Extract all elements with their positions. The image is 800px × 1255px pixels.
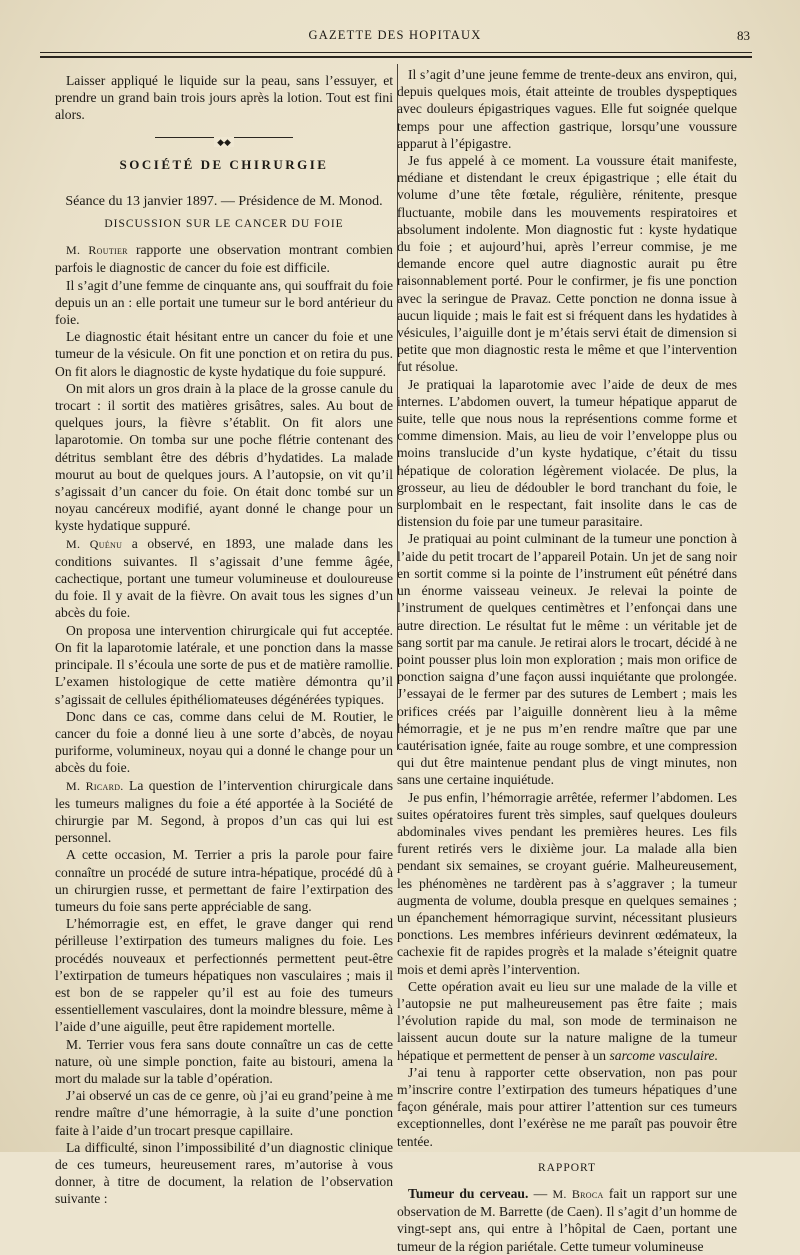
paragraph: Il s’agit d’une femme de cinquante ans, qui souffrait du foie depuis un an : elle portait une tumeur sur le bord antérieur du foie. — [55, 277, 393, 328]
speaker-name: M. Routier — [66, 243, 128, 258]
section-divider — [55, 132, 393, 147]
paragraph — [55, 241, 393, 276]
page-number: 83 — [737, 28, 750, 43]
paragraph: J’ai tenu à rapporter cette observation, non pas pour m’inscrire contre l’extirpation des tumeurs hépatiques d’une façon générale, mais pour attirer l’attention sur ces tumeurs exceptionnelles, dont l’exérèse ne me paraît pas pouvoir être tentée. — [397, 1064, 737, 1149]
paragraph: L’hémorragie est, en effet, le grave danger qui rend périlleuse l’extirpation des tumeurs malignes du foie. Les procédés nouveaux et perfectionnés permettent peut-être l’extirpation de tumeurs hépatiques non vasculaires ; mais il est bon de se rappeler qu’il est au foie des tumeurs essentiellement vasculaires, dont la moindre blessure, même à l’aide d’une aiguille, peut être rapidement mortelle. — [55, 916, 393, 1035]
paragraph: La difficulté, sinon l’impossibilité d’un diagnostic clinique de ces tumeurs, heureusement rares, m’autorise à vous donner, à titre de document, la relation de l’observation suivante : — [55, 1139, 393, 1207]
italic-term: sarcome vasculaire. — [609, 1047, 718, 1063]
dash: — — [528, 1186, 553, 1201]
paragraph-text: La question de l’intervention chirurgicale dans les tumeurs malignes du foie a été apportée à la Société de chirurgie par M. Segond, à propos d’un cas qui lui est personnel. — [55, 777, 393, 846]
session-heading: Séance du 13 janvier 1897. — Présidence de M. Monod. — [65, 193, 383, 209]
paragraph — [397, 978, 737, 1064]
paragraph-text: Cette opération avait eu lieu sur une malade de la ville et l’autopsie ne put malheureusement pas être faite ; mais l’évolution rapide du mal, son mode de terminaison ne laissent aucun doute sur la nature maligne de la tumeur hépatique et permettent de penser à un — [397, 978, 737, 1063]
speaker-name: M. Broca — [552, 1187, 604, 1201]
paragraph-text: rapporte une observation montrant combien parfois le diagnostic de cancer du foie est difficile. — [55, 242, 393, 276]
paragraph: Il s’agit d’une jeune femme de trente-deux ans environ, qui, depuis quelques mois, était atteinte de troubles dyspeptiques avec douleurs épigastriques vagues. Elle fut soignée quelque temps pour une affection gastrique, lorsqu’une voussure apparut à l’épigastre. — [397, 67, 737, 151]
paragraph-text: fait un rapport sur une observation de M. Barrette (de Caen). Il s’agit d’un homme de vingt-sept ans, qui entre à l’hôpital de Caen, portant une tumeur de la région pariétale. Cette tumeur volumineuse — [397, 1186, 737, 1254]
paragraph — [55, 535, 393, 622]
left-column — [55, 72, 393, 1208]
running-title: GAZETTE DES HOPITAUX — [308, 28, 482, 42]
header-rule-thick — [40, 56, 752, 58]
paragraph-text: a observé, en 1893, une malade dans les conditions suivantes. Il s’agissait d’une femme âgée, cachectique, portant une tumeur volumineuse et douloureuse du foie. Il y avait de la fièvre. On avait tous les signes d’un abcès du foie. — [55, 535, 393, 621]
paragraph: Je pratiquai la laparotomie avec l’aide de deux de mes internes. L’abdomen ouvert, la tumeur hépatique apparut de suite, telle que nous nous la représentions comme forme et comme dimension. Mais, au lieu de voir l’enveloppe plus ou moins translucide d’un kyste hydatique, c’était du tissu hépatique de coloration légèrement violacée. De plus, la grosseur, au lieu de dédoubler le bord tranchant du foie, le surplombait en le respectant, fait insolite dans le cas de distension du foie par une tumeur parasitaire. — [397, 376, 737, 530]
header-rule-thin — [40, 52, 752, 53]
right-column — [397, 66, 737, 1255]
paragraph: J’ai observé un cas de ce genre, où j’ai eu grand’peine à me rendre maître d’une hémorragie, à la suite d’une ponction faite à l’aide d’un trocart presque capillaire. — [55, 1088, 393, 1138]
divider-ornament: ◆◆ — [214, 137, 234, 147]
paragraph: A cette occasion, M. Terrier a pris la parole pour faire connaître un procédé de suture intra-hépatique, procédé dû à un chirurgien russe, et permettant de faire l’extirpation des tumeurs du foie sans perte appréciable de sang. — [55, 847, 393, 914]
section-title: SOCIÉTÉ DE CHIRURGIE — [119, 156, 329, 172]
paragraph — [55, 777, 393, 847]
paragraph — [397, 1185, 737, 1255]
rapport-heading: RAPPORT — [537, 1161, 597, 1174]
paragraph: On mit alors un gros drain à la place de la grosse canule du trocart : il sortit des matières grisâtres, sales. Au bout de quelques jours, la fièvre s’établit. On fit alors une laparotomie. On tomba sur une poche flétrie contenant des détritus semblant être des débris d’hydatides. La malade mourut au bout de quelques jours. A l’autopsie, on vit qu’il s’agissait d’un cancer du foie. On était donc tombé sur un noyau cancéreux modifié, ayant donné le change pour un kyste hydatique suppuré. — [55, 380, 393, 534]
speaker-name: M. Ricard. — [66, 778, 124, 793]
discussion-title: DISCUSSION SUR LE CANCER DU FOIE — [104, 218, 344, 231]
run-in-heading: Tumeur du cerveau. — [408, 1186, 529, 1201]
speaker-name: M. Quénu — [66, 536, 123, 551]
paragraph: On proposa une intervention chirurgicale qui fut acceptée. On fit la laparotomie latérale, et une ponction dans la masse principale. Il s’écoula une sorte de pus et de matière ramollie. L’examen histologique de cette matière démontra qu’il s’agissait de cellules épithéliomateuses dégénérées typiques. — [55, 622, 393, 707]
paragraph: M. Terrier vous fera sans doute connaître un cas de cette nature, où une simple ponction, faite au bistouri, amena la mort du malade sur la table d’opération. — [55, 1036, 393, 1086]
paragraph: Le diagnostic était hésitant entre un cancer du foie et une tumeur de la vésicule. On fit une ponction et on retira du pus. On fit alors le diagnostic de kyste hydatique du foie suppuré. — [55, 329, 393, 379]
paragraph: Je pratiquai au point culminant de la tumeur une ponction à l’aide du petit trocart de l’appareil Potain. Un jet de sang noir en sortit comme si la pointe de l’instrument eût pénétré dans un énorme vaisseau veineux. Je relevai la pointe de l’instrument de quelques centimètres et l’enfonçai dans une autre direction. Le résultat fut le même : un véritable jet de sang sortit par ma canule. Je retirai alors le trocart, décidé à ne point pousser plus loin mon exploration ; mais mon orifice de ponction saigna d’une façon aussi inquiétante que prolongée. J’essayai de le fermer par des sutures de Lembert ; mais les orifices créés par l’aiguille donnèrent lieu à la même hémorragie, et je ne pus m’en rendre maître que par une cautérisation ignée, faite au rouge sombre, et une compression qui dut être maintenue pendant plus de vingt minutes, non sans une certaine inquiétude. — [397, 531, 737, 788]
paragraph: Laisser appliqué le liquide sur la peau, sans l’essuyer, et prendre un grand bain trois jours après la lotion. Tout est fini alors. — [55, 73, 393, 123]
paragraph: Je fus appelé à ce moment. La voussure était manifeste, médiane et distendant le creux épigastrique ; elle était du volume d’une tête fœtale, régulière, rénitente, presque fluctuante, mobile dans les mouvements respiratoires et absolument indolente. Mon diagnostic fut : kyste hydatique du foie ; et aujourd’hui, après l’erreur commise, je me demande encore quel autre diagnostic aurait pu être raisonnablement porté. Pour le confirmer, je fis une ponction avec la seringue de Pravaz. Cette ponction ne donna issue à aucun liquide ; mais le fait est si fréquent dans les hydatides à vésicules, l’aiguille dont je m’étais servi était de dimension si petite que mon diagnostic resta le même et que l’intervention fut résolue. — [397, 153, 737, 375]
paragraph: Je pus enfin, l’hémorragie arrêtée, refermer l’abdomen. Les suites opératoires furent très simples, sauf quelques douleurs abdominales vives pendant les premières heures. Les fils furent retirés vers le dixième jour. La malade alla bien pendant six semaines, se croyant guérie. Malheureusement, les phénomènes ne tardèrent pas à s’aggraver ; la tumeur augmenta de volume, doubla presque en quelques semaines ; un épanchement hémorragique survint, nécessitant plusieurs ponctions. Les membres inférieurs devinrent œdémateux, la cachexie fit de rapides progrès et la malade s’éteignit quatre mois et demi après l’intervention. — [397, 789, 737, 977]
page-header — [40, 28, 750, 48]
paragraph: Donc dans ce cas, comme dans celui de M. Routier, le cancer du foie a donné lieu à une sorte d’abcès, de noyau puriforme, volumineux, noyau qui a donné le change pour un abcès du foie. — [55, 708, 393, 776]
